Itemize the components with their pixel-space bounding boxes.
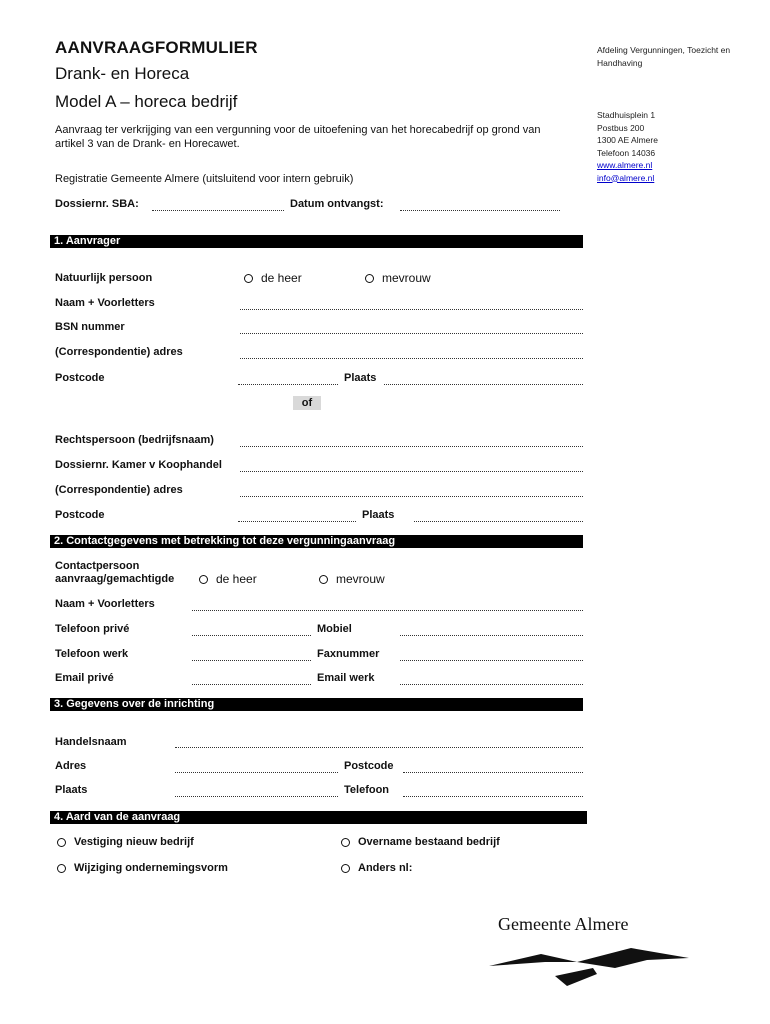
inrichting-telefoon-field[interactable] <box>403 796 583 797</box>
form-title: AANVRAAGFORMULIER <box>55 38 258 57</box>
email-prive-label: Email privé <box>55 672 114 684</box>
adres2-field[interactable] <box>240 496 583 497</box>
fax-field[interactable] <box>400 660 583 661</box>
radio-circle-icon <box>57 864 66 873</box>
contact-naam-label: Naam + Voorletters <box>55 598 155 610</box>
inrichting-plaats-label: Plaats <box>55 784 88 796</box>
phone: Telefoon 14036 <box>597 147 656 158</box>
option-anders[interactable] <box>341 862 412 874</box>
section3-header: 3. Gegevens over de inrichting <box>50 698 583 711</box>
inrichting-plaats-field[interactable] <box>175 796 338 797</box>
postcode-field[interactable] <box>238 384 338 385</box>
handelsnaam-field[interactable] <box>175 747 583 748</box>
naam-field[interactable] <box>240 309 583 310</box>
email-werk-label: Email werk <box>317 672 375 684</box>
of-separator: of <box>293 396 321 410</box>
department: Afdeling Vergunningen, Toezicht en Handhaving <box>597 45 731 68</box>
contactpersoon-label <box>55 560 174 586</box>
inrichting-adres-label: Adres <box>55 760 87 772</box>
form-subtitle: Drank- en Horeca <box>55 64 190 83</box>
natuurlijk-persoon-label: Natuurlijk persoon <box>55 272 153 284</box>
radio-circle-icon <box>319 575 328 584</box>
option-vestiging[interactable] <box>57 836 194 848</box>
radio-label: mevrouw <box>382 271 431 285</box>
logo-base <box>555 968 597 986</box>
inrichting-adres-field[interactable] <box>175 772 338 773</box>
option-overname[interactable] <box>341 836 500 848</box>
contact-naam-field[interactable] <box>192 610 583 611</box>
option-label: Wijziging ondernemingsvorm <box>74 862 228 874</box>
inrichting-postcode-label: Postcode <box>344 760 394 772</box>
address-line1: Stadhuisplein 1 <box>597 110 656 120</box>
radio-label: de heer <box>216 572 257 586</box>
section1-header: 1. Aanvrager <box>50 235 583 248</box>
tel-prive-label: Telefoon privé <box>55 623 130 635</box>
website-link[interactable]: www.almere.nl <box>597 160 653 170</box>
handelsnaam-label: Handelsnaam <box>55 736 127 748</box>
datum-ontvangst-label: Datum ontvangst: <box>290 198 384 210</box>
contactpersoon-line2: aanvraag/gemachtigde <box>55 573 175 585</box>
email-link[interactable]: info@almere.nl <box>597 172 655 183</box>
radio-label: mevrouw <box>336 572 385 586</box>
plaats-label: Plaats <box>344 372 377 384</box>
address-line3: 1300 AE Almere <box>597 135 658 145</box>
radio-de-heer-2[interactable] <box>199 572 257 586</box>
postcode2-label: Postcode <box>55 509 105 521</box>
kvk-label: Dossiernr. Kamer v Koophandel <box>55 459 222 471</box>
option-label: Vestiging nieuw bedrijf <box>74 836 194 848</box>
email-werk-field[interactable] <box>400 684 583 685</box>
rechtspersoon-label: Rechtspersoon (bedrijfsnaam) <box>55 434 214 446</box>
radio-mevrouw-2[interactable] <box>319 572 385 586</box>
rechtspersoon-field[interactable] <box>240 446 583 447</box>
dossier-sba-field[interactable] <box>152 210 284 211</box>
section4-header: 4. Aard van de aanvraag <box>50 811 587 824</box>
radio-label: de heer <box>261 271 302 285</box>
adres2-label: (Correspondentie) adres <box>55 484 183 496</box>
logo-wing-left <box>489 954 577 966</box>
adres-field[interactable] <box>240 358 583 359</box>
tel-werk-label: Telefoon werk <box>55 648 129 660</box>
datum-ontvangst-field[interactable] <box>400 210 560 211</box>
form-model: Model A – horeca bedrijf <box>55 92 238 111</box>
dossier-sba-label: Dossiernr. SBA: <box>55 198 139 210</box>
radio-circle-icon <box>365 274 374 283</box>
mobiel-field[interactable] <box>400 635 583 636</box>
bsn-field[interactable] <box>240 333 583 334</box>
fax-label: Faxnummer <box>317 648 380 660</box>
radio-circle-icon <box>341 864 350 873</box>
address-line2: Postbus 200 <box>597 122 645 133</box>
plaats-field[interactable] <box>384 384 583 385</box>
radio-de-heer-1[interactable] <box>244 271 302 285</box>
option-wijziging[interactable] <box>57 862 228 874</box>
almere-logo-icon <box>485 940 695 990</box>
contactpersoon-line1: Contactpersoon <box>55 560 140 572</box>
contact-block <box>597 109 747 184</box>
postcode-label: Postcode <box>55 372 105 384</box>
inrichting-telefoon-label: Telefoon <box>344 784 390 796</box>
registration-note: Registratie Gemeente Almere (uitsluitend voor intern gebruik) <box>55 173 354 185</box>
intro-text: Aanvraag ter verkrijging van een vergunning voor de uitoefening van het horecabedrijf op grond van artikel 3 van de Drank- en Horecawet. <box>55 124 541 150</box>
section2-header: 2. Contactgegevens met betrekking tot deze vergunningaanvraag <box>50 535 583 548</box>
tel-prive-field[interactable] <box>192 635 311 636</box>
radio-circle-icon <box>199 575 208 584</box>
option-label: Anders nl: <box>358 862 413 874</box>
logo-wing-right <box>577 948 689 968</box>
mobiel-label: Mobiel <box>317 623 352 635</box>
radio-circle-icon <box>341 838 350 847</box>
tel-werk-field[interactable] <box>192 660 311 661</box>
bsn-label: BSN nummer <box>55 321 125 333</box>
radio-mevrouw-1[interactable] <box>365 271 431 285</box>
kvk-field[interactable] <box>240 471 583 472</box>
inrichting-postcode-field[interactable] <box>403 772 583 773</box>
plaats2-field[interactable] <box>414 521 583 522</box>
email-prive-field[interactable] <box>192 684 311 685</box>
naam-label: Naam + Voorletters <box>55 297 155 309</box>
radio-circle-icon <box>244 274 253 283</box>
logo-text: Gemeente Almere <box>498 914 629 934</box>
radio-circle-icon <box>57 838 66 847</box>
adres-label: (Correspondentie) adres <box>55 346 183 358</box>
postcode2-field[interactable] <box>238 521 356 522</box>
plaats2-label: Plaats <box>362 509 395 521</box>
option-label: Overname bestaand bedrijf <box>358 836 500 848</box>
